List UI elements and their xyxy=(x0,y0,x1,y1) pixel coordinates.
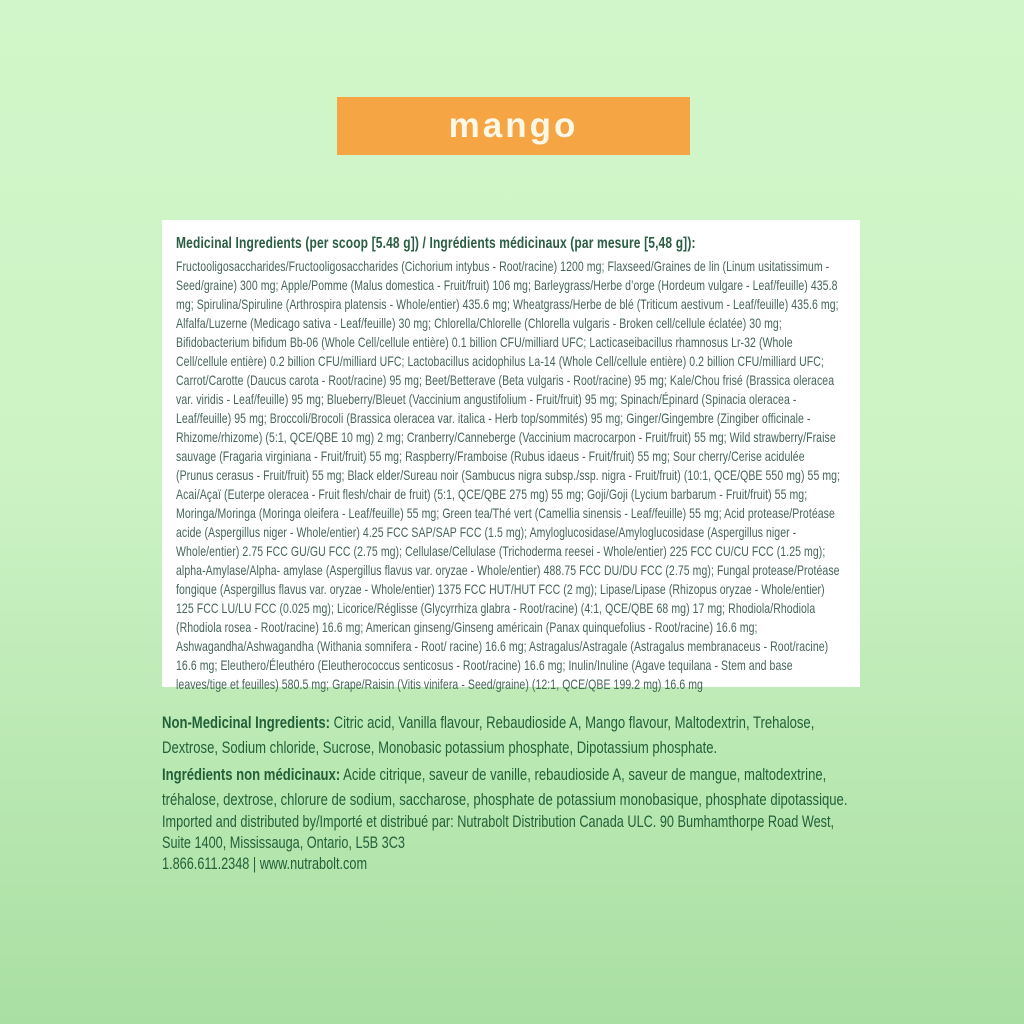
medicinal-ingredients-panel xyxy=(162,220,860,692)
distributor-info xyxy=(162,812,862,875)
distributor-address: Imported and distributed by/Importé et distribué par: Nutrabolt Distribution Canada ULC. 90 Bumhamthorpe Road West, Suite 1400, Mississauga, Ontario, L5B 3C3 xyxy=(162,813,835,852)
non-medicinal-heading-fr: Ingrédients non médicinaux: xyxy=(162,765,341,784)
medicinal-ingredients-heading: Medicinal Ingredients (per scoop [5.48 g]) / Ingrédients médicinaux (par mesure [5,48 g]): xyxy=(176,235,696,252)
non-medicinal-ingredients-fr xyxy=(162,762,862,812)
contact-line: 1.866.611.2348 | www.nutrabolt.com xyxy=(162,855,368,873)
non-medicinal-ingredients-en xyxy=(162,710,862,760)
flavor-name: mango xyxy=(448,106,579,145)
non-medicinal-text-fr: Acide citrique, saveur de vanille, rebaudioside A, saveur de mangue, maltodextrine, tréhalose, dextrose, chlorure de sodium, saccharose, phosphate de potassium monobasique, phosphate dipotassique. xyxy=(162,765,848,809)
flavor-banner xyxy=(337,97,690,155)
non-medicinal-heading-en: Non-Medicinal Ingredients: xyxy=(162,713,331,732)
non-medicinal-text-en: Citric acid, Vanilla flavour, Rebaudioside A, Mango flavour, Maltodextrin, Trehalose, Dextrose, Sodium chloride, Sucrose, Monobasic potassium phosphate, Dipotassium phosphate. xyxy=(162,713,815,757)
medicinal-ingredients-text: Fructooligosaccharides/Fructooligosaccharides (Cichorium intybus - Root/racine) 1200 mg; Flaxseed/Graines de lin (Linum usitatissimum - Seed/graine) 300 mg; Apple/Pomme (Malus domestica - Fruit/fruit) 106 mg; Barleygrass/Herbe d’orge (Hordeum vulgare - Leaf/feuille) 435.8 mg; Spirulina/Spiruline (Arthrospira platensis - Whole/entier) 435.6 mg; Wheatgrass/Herbe de blé (Triticum aestivum - Leaf/feuille) 435.6 mg; Alfalfa/Luzerne (Medicago sativa - Leaf/feuille) 30 mg; Chlorella/Chlorelle (Chlorella vulgaris - Broken cell/cellule éclatée) 30 mg; Bifidobacterium bifidum Bb-06 (Whole Cell/cellule entière) 0.1 billion CFU/milliard UFC; Lacticaseibacillus rhamnosus Lr-32 (Whole Cell/cellule entière) 0.2 billion CFU/milliard UFC; Lactobacillus acidophilus La-14 (Whole Cell/cellule entière) 0.2 billion CFU/milliard UFC; Carrot/Carotte (Daucus carota - Root/racine) 95 mg; Beet/Betterave (Beta vulgaris - Root/racine) 95 mg; Kale/Chou frisé (Brassica oleracea var. viridis - Leaf/feuille) 95 mg; Blueberry/Bleuet (Vaccinium angustifolium - Fruit/fruit) 95 mg; Spinach/Épinard (Spinacia oleracea - Leaf/feuille) 95 mg; Broccoli/Brocoli (Brassica oleracea var. italica - Herb top/sommités) 95 mg; Ginger/Gingembre (Zingiber officinale - Rhizome/rhizome) (5:1, QCE/QBE 10 mg) 2 mg; Cranberry/Canneberge (Vaccinium macrocarpon - Fruit/fruit) 55 mg; Wild strawberry/Fraise sauvage (Fragaria virginiana - Fruit/fruit) 55 mg; Raspberry/Framboise (Rubus idaeus - Fruit/fruit) 55 mg; Sour cherry/Cerise acidulée (Prunus cerasus - Fruit/fruit) 55 mg; Black elder/Sureau noir (Sambucus nigra subsp./ssp. nigra - Fruit/fruit) (10:1, QCE/QBE 550 mg) 55 mg; Acai/Açaï (Euterpe oleracea - Fruit flesh/chair de fruit) (5:1, QCE/QBE 275 mg) 55 mg; Goji/Goji (Lycium barbarum - Fruit/fruit) 55 mg; Moringa/Moringa (Moringa oleifera - Leaf/feuille) 55 mg; Green tea/Thé vert (Camellia sinensis - Leaf/feuille) 55 mg; Acid protease/Protéase acide (Aspergillus niger - Whole/entier) 4.25 FCC SAP/SAP FCC (1.5 mg); Amyloglucosidase/Amyloglucosidase (Aspergillus niger - Whole/entier) 2.75 FCC GU/GU FCC (2.75 mg); Cellulase/Cellulase (Trichoderma reesei - Whole/entier) 225 FCC CU/CU FCC (1.25 mg); alpha-Amylase/Alpha- amylase (Aspergillus flavus var. oryzae - Whole/entier) 488.75 FCC DU/DU FCC (2.75 mg); Fungal protease/Protéase fongique (Aspergillus flavus var. oryzae - Whole/entier) 1375 FCC HUT/HUT FCC (2 mg); Lipase/Lipase (Rhizopus oryzae - Whole/entier) 125 FCC LU/LU FCC (0.025 mg); Licorice/Réglisse (Glycyrrhiza glabra - Root/racine) (4:1, QCE/QBE 68 mg) 17 mg; Rhodiola/Rhodiola (Rhodiola rosea - Root/racine) 16.6 mg; American ginseng/Ginseng américain (Panax quinquefolius - Root/racine) 16.6 mg; Ashwagandha/Ashwagandha (Withania somnifera - Root/ racine) 16.6 mg; Astragalus/Astragale (Astragalus membranaceus - Root/racine) 16.6 mg; Eleuthero/Éleuthéro (Eleutherococcus senticosus - Root/racine) 16.6 mg; Inulin/Inuline (Agave tequilana - Stem and base leaves/tige et feuilles) 580.5 mg; Grape/Raisin (Vitis vinifera - Seed/graine) (12:1, QCE/QBE 199.2 mg) 16.6 mg xyxy=(176,258,841,692)
